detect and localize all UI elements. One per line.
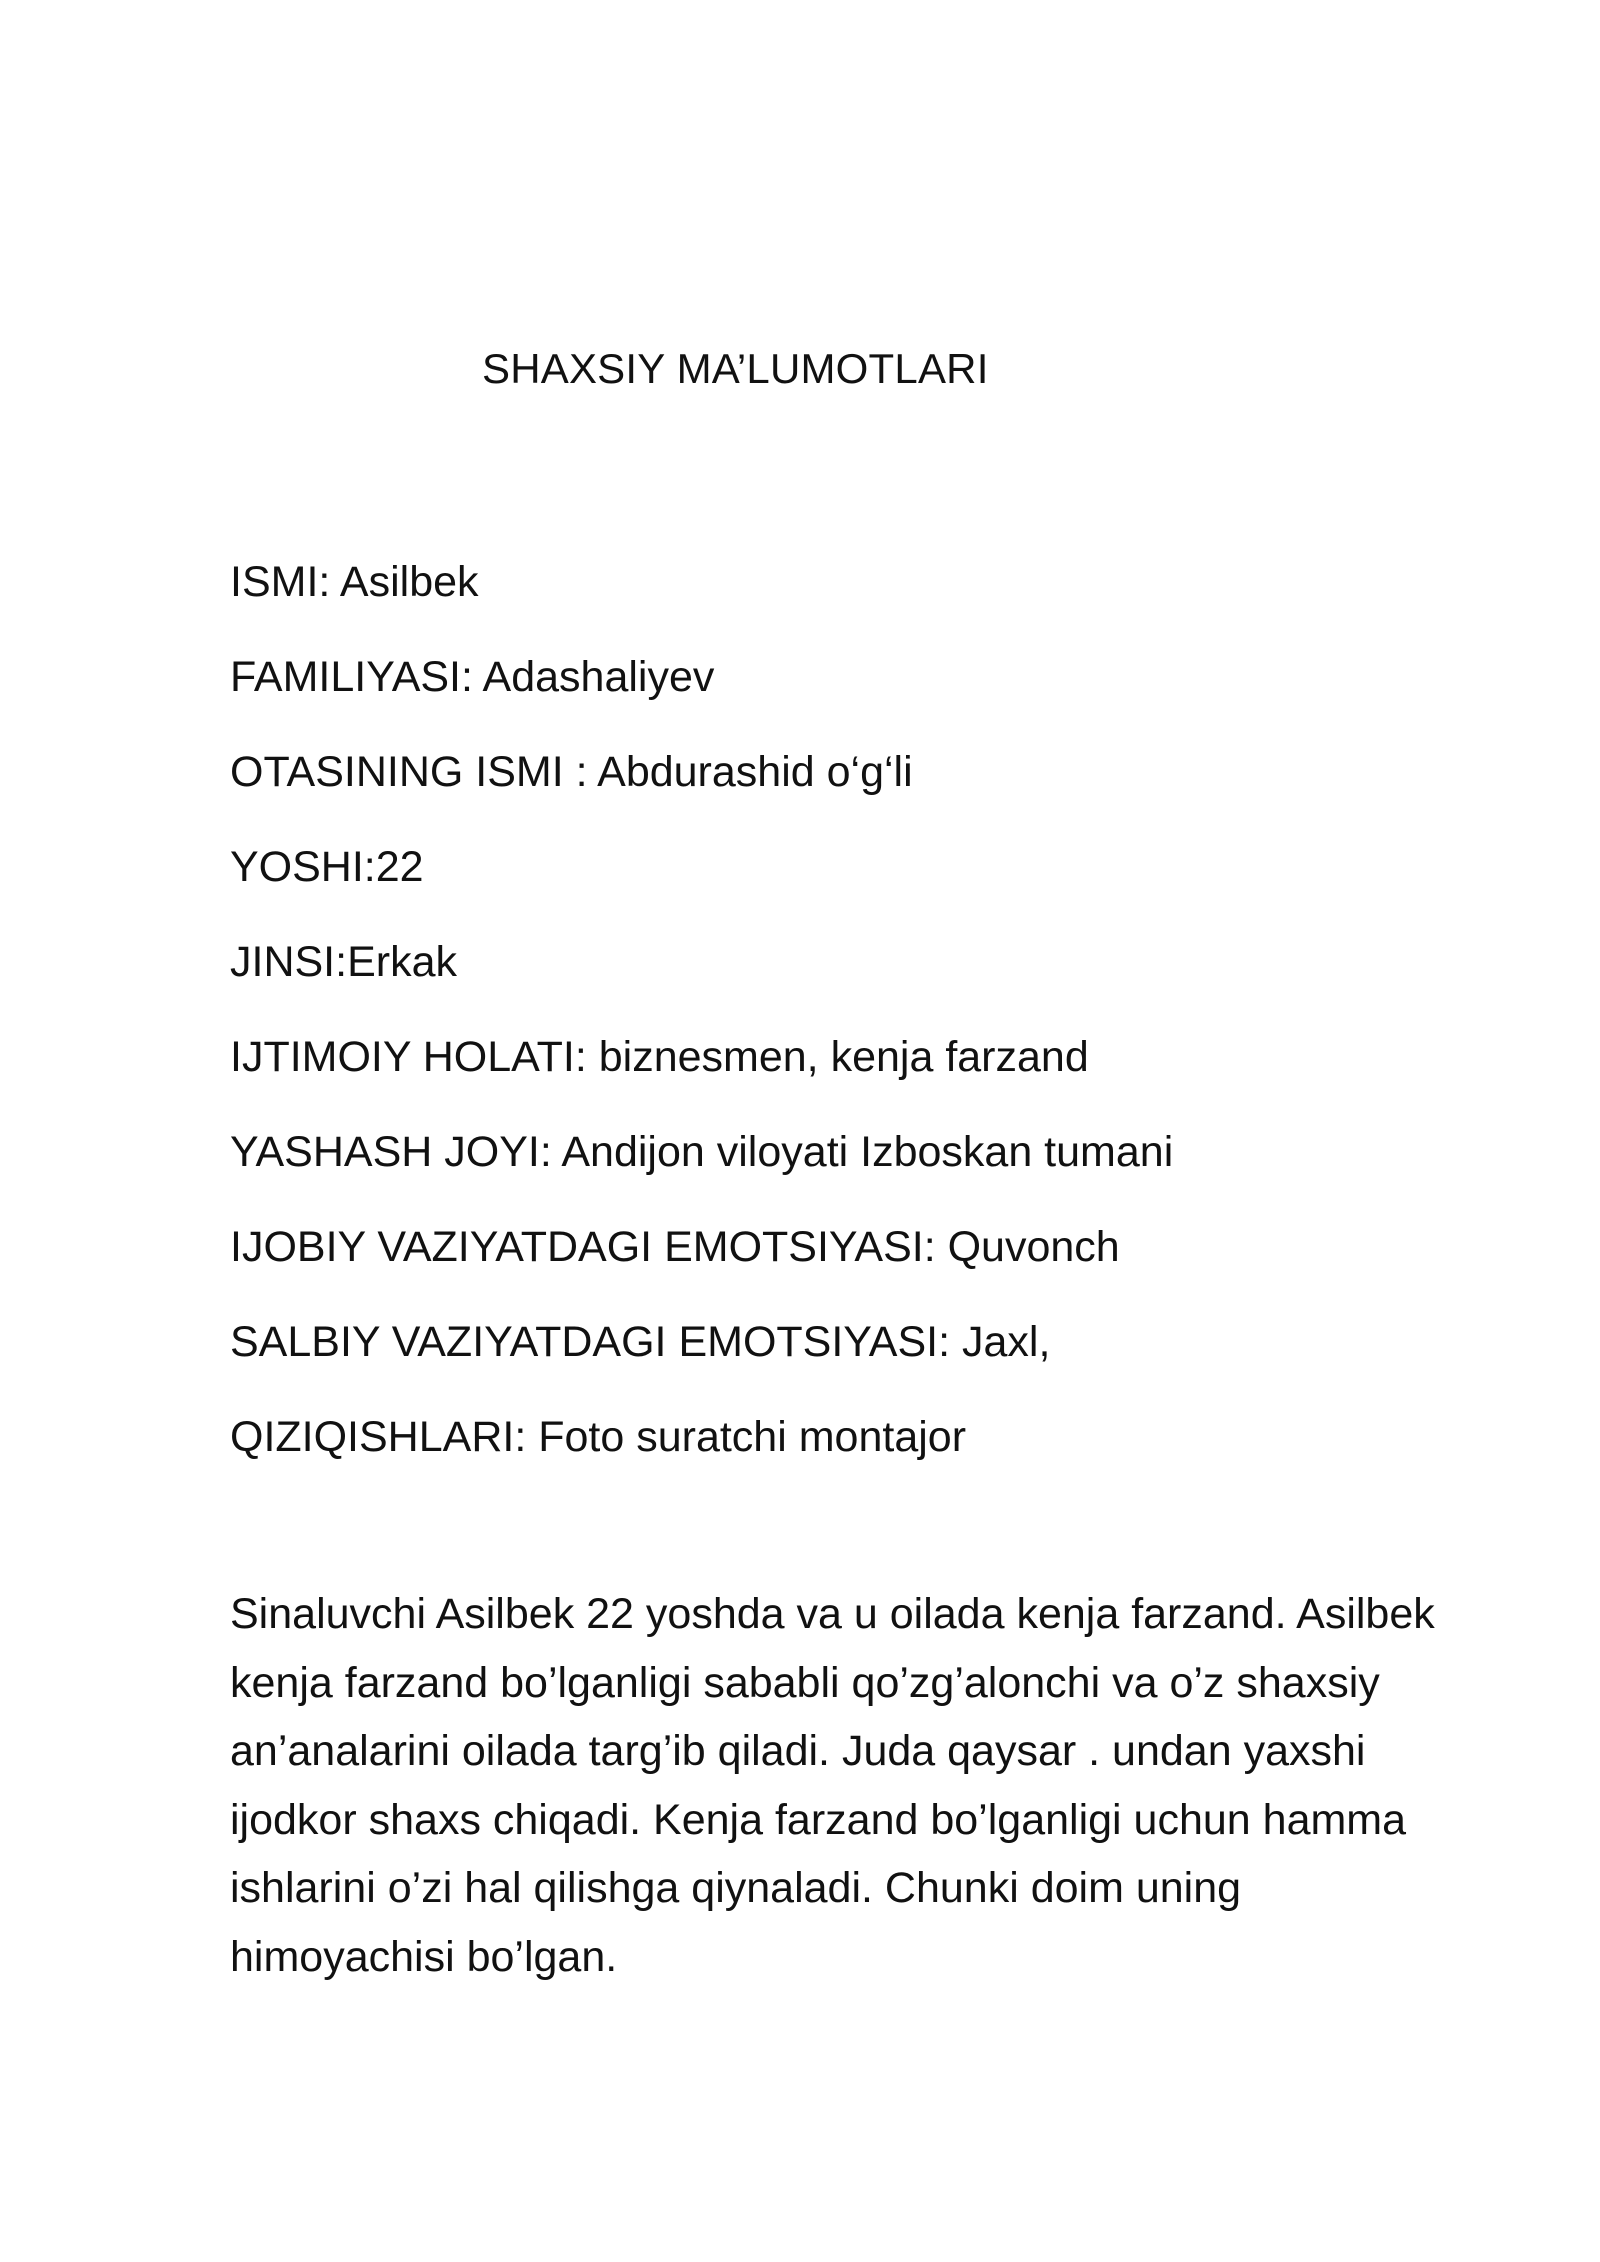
paragraph-line: ishlarini o’zi hal qilishga qiynaladi. Chunki doim uning <box>230 1864 1242 1912</box>
field-ijobiy-emotsiya: IJOBIY VAZIYATDAGI EMOTSIYASI: Quvonch <box>230 1223 1120 1271</box>
paragraph-line: kenja farzand bo’lganligi sababli qo’zg’alonchi va o’z shaxsiy <box>230 1658 1380 1707</box>
field-ijtimoiy-holati: IJTIMOIY HOLATI: biznesmen, kenja farzand <box>230 1033 1089 1081</box>
field-jinsi: JINSI:Erkak <box>230 938 457 986</box>
field-salbiy-emotsiya: SALBIY VAZIYATDAGI EMOTSIYASI: Jaxl, <box>230 1318 1051 1366</box>
field-qiziqishlari: QIZIQISHLARI: Foto suratchi montajor <box>230 1413 967 1461</box>
field-familiyasi: FAMILIYASI: Adashaliyev <box>230 653 715 701</box>
field-otasining-ismi: OTASINING ISMI : Abdurashid o‘g‘li <box>230 748 913 796</box>
description-paragraph <box>230 1580 1490 1991</box>
paragraph-line: Sinaluvchi Asilbek 22 yoshda va u oilada kenja farzand. Asilbek <box>230 1590 1435 1638</box>
paragraph-line: ijodkor shaxs chiqadi. Kenja farzand bo’lganligi uchun hamma <box>230 1795 1407 1844</box>
document-title: SHAXSIY MA’LUMOTLARI <box>482 345 989 392</box>
field-yoshi: YOSHI:22 <box>230 843 424 891</box>
field-yashash-joyi: YASHASH JOYI: Andijon viloyati Izboskan tumani <box>230 1128 1174 1176</box>
personal-info-list <box>230 535 1173 1485</box>
paragraph-line: himoyachisi bo’lgan. <box>230 1932 618 1981</box>
field-ismi: ISMI: Asilbek <box>230 558 479 606</box>
paragraph-line: an’analarini oilada targ’ib qiladi. Juda qaysar . undan yaxshi <box>230 1727 1366 1775</box>
